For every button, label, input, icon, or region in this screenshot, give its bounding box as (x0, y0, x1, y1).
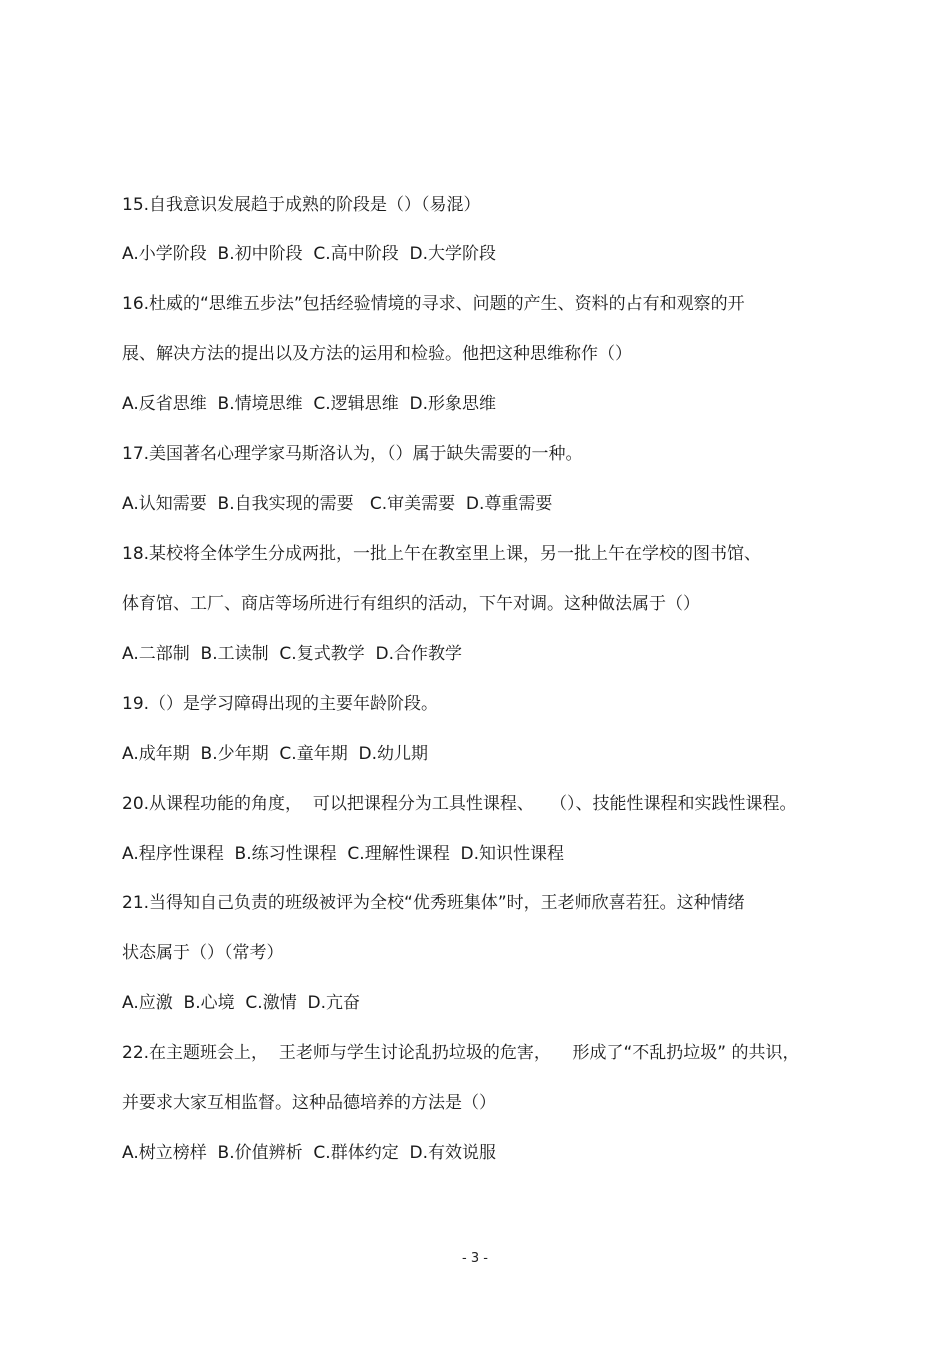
question-16-options: A.反省思维 B.情境思维 C.逻辑思维 D.形象思维 (122, 394, 496, 414)
question-20-stem: 20.从课程功能的角度， 可以把课程分为工具性课程、 （）、技能性课程和实践性课程。 (122, 794, 797, 814)
question-22-stem-line-1: 22.在主题班会上， 王老师与学生讨论乱扔垃圾的危害， 形成了“不乱扔垃圾” 的共识， (122, 1043, 800, 1063)
question-16-stem-line-1: 16.杜威的“思维五步法”包括经验情境的寻求、问题的产生、资料的占有和观察的开 (122, 294, 745, 314)
page-number: - 3 - (462, 1251, 488, 1266)
question-15-stem: 15.自我意识发展趋于成熟的阶段是（）（易混） (122, 195, 481, 215)
question-22-stem-line-2: 并要求大家互相监督。这种品德培养的方法是（） (122, 1093, 496, 1113)
question-17-stem: 17.美国著名心理学家马斯洛认为，（）属于缺失需要的一种。 (122, 444, 583, 464)
question-16-stem-line-2: 展、解决方法的提出以及方法的运用和检验。他把这种思维称作（） (122, 344, 632, 364)
question-18-stem-line-2: 体育馆、工厂、商店等场所进行有组织的活动，下午对调。这种做法属于（） (122, 594, 700, 614)
question-19-stem: 19.（）是学习障碍出现的主要年龄阶段。 (122, 694, 439, 714)
question-17-options: A.认知需要 B.自我实现的需要 C.审美需要 D.尊重需要 (122, 494, 553, 514)
question-15-options: A.小学阶段 B.初中阶段 C.高中阶段 D.大学阶段 (122, 244, 496, 264)
question-20-options: A.程序性课程 B.练习性课程 C.理解性课程 D.知识性课程 (122, 844, 564, 864)
question-18-options: A.二部制 B.工读制 C.复式教学 D.合作教学 (122, 644, 462, 664)
question-22-options: A.树立榜样 B.价值辨析 C.群体约定 D.有效说服 (122, 1143, 496, 1163)
question-18-stem-line-1: 18.某校将全体学生分成两批，一批上午在教室里上课，另一批上午在学校的图书馆、 (122, 544, 762, 564)
question-19-options: A.成年期 B.少年期 C.童年期 D.幼儿期 (122, 744, 428, 764)
question-21-stem-line-2: 状态属于（）（常考） (122, 943, 284, 963)
question-21-stem-line-1: 21.当得知自己负责的班级被评为全校“优秀班集体”时，王老师欣喜若狂。这种情绪 (122, 893, 745, 913)
question-21-options: A.应激 B.心境 C.激情 D.亢奋 (122, 993, 360, 1013)
